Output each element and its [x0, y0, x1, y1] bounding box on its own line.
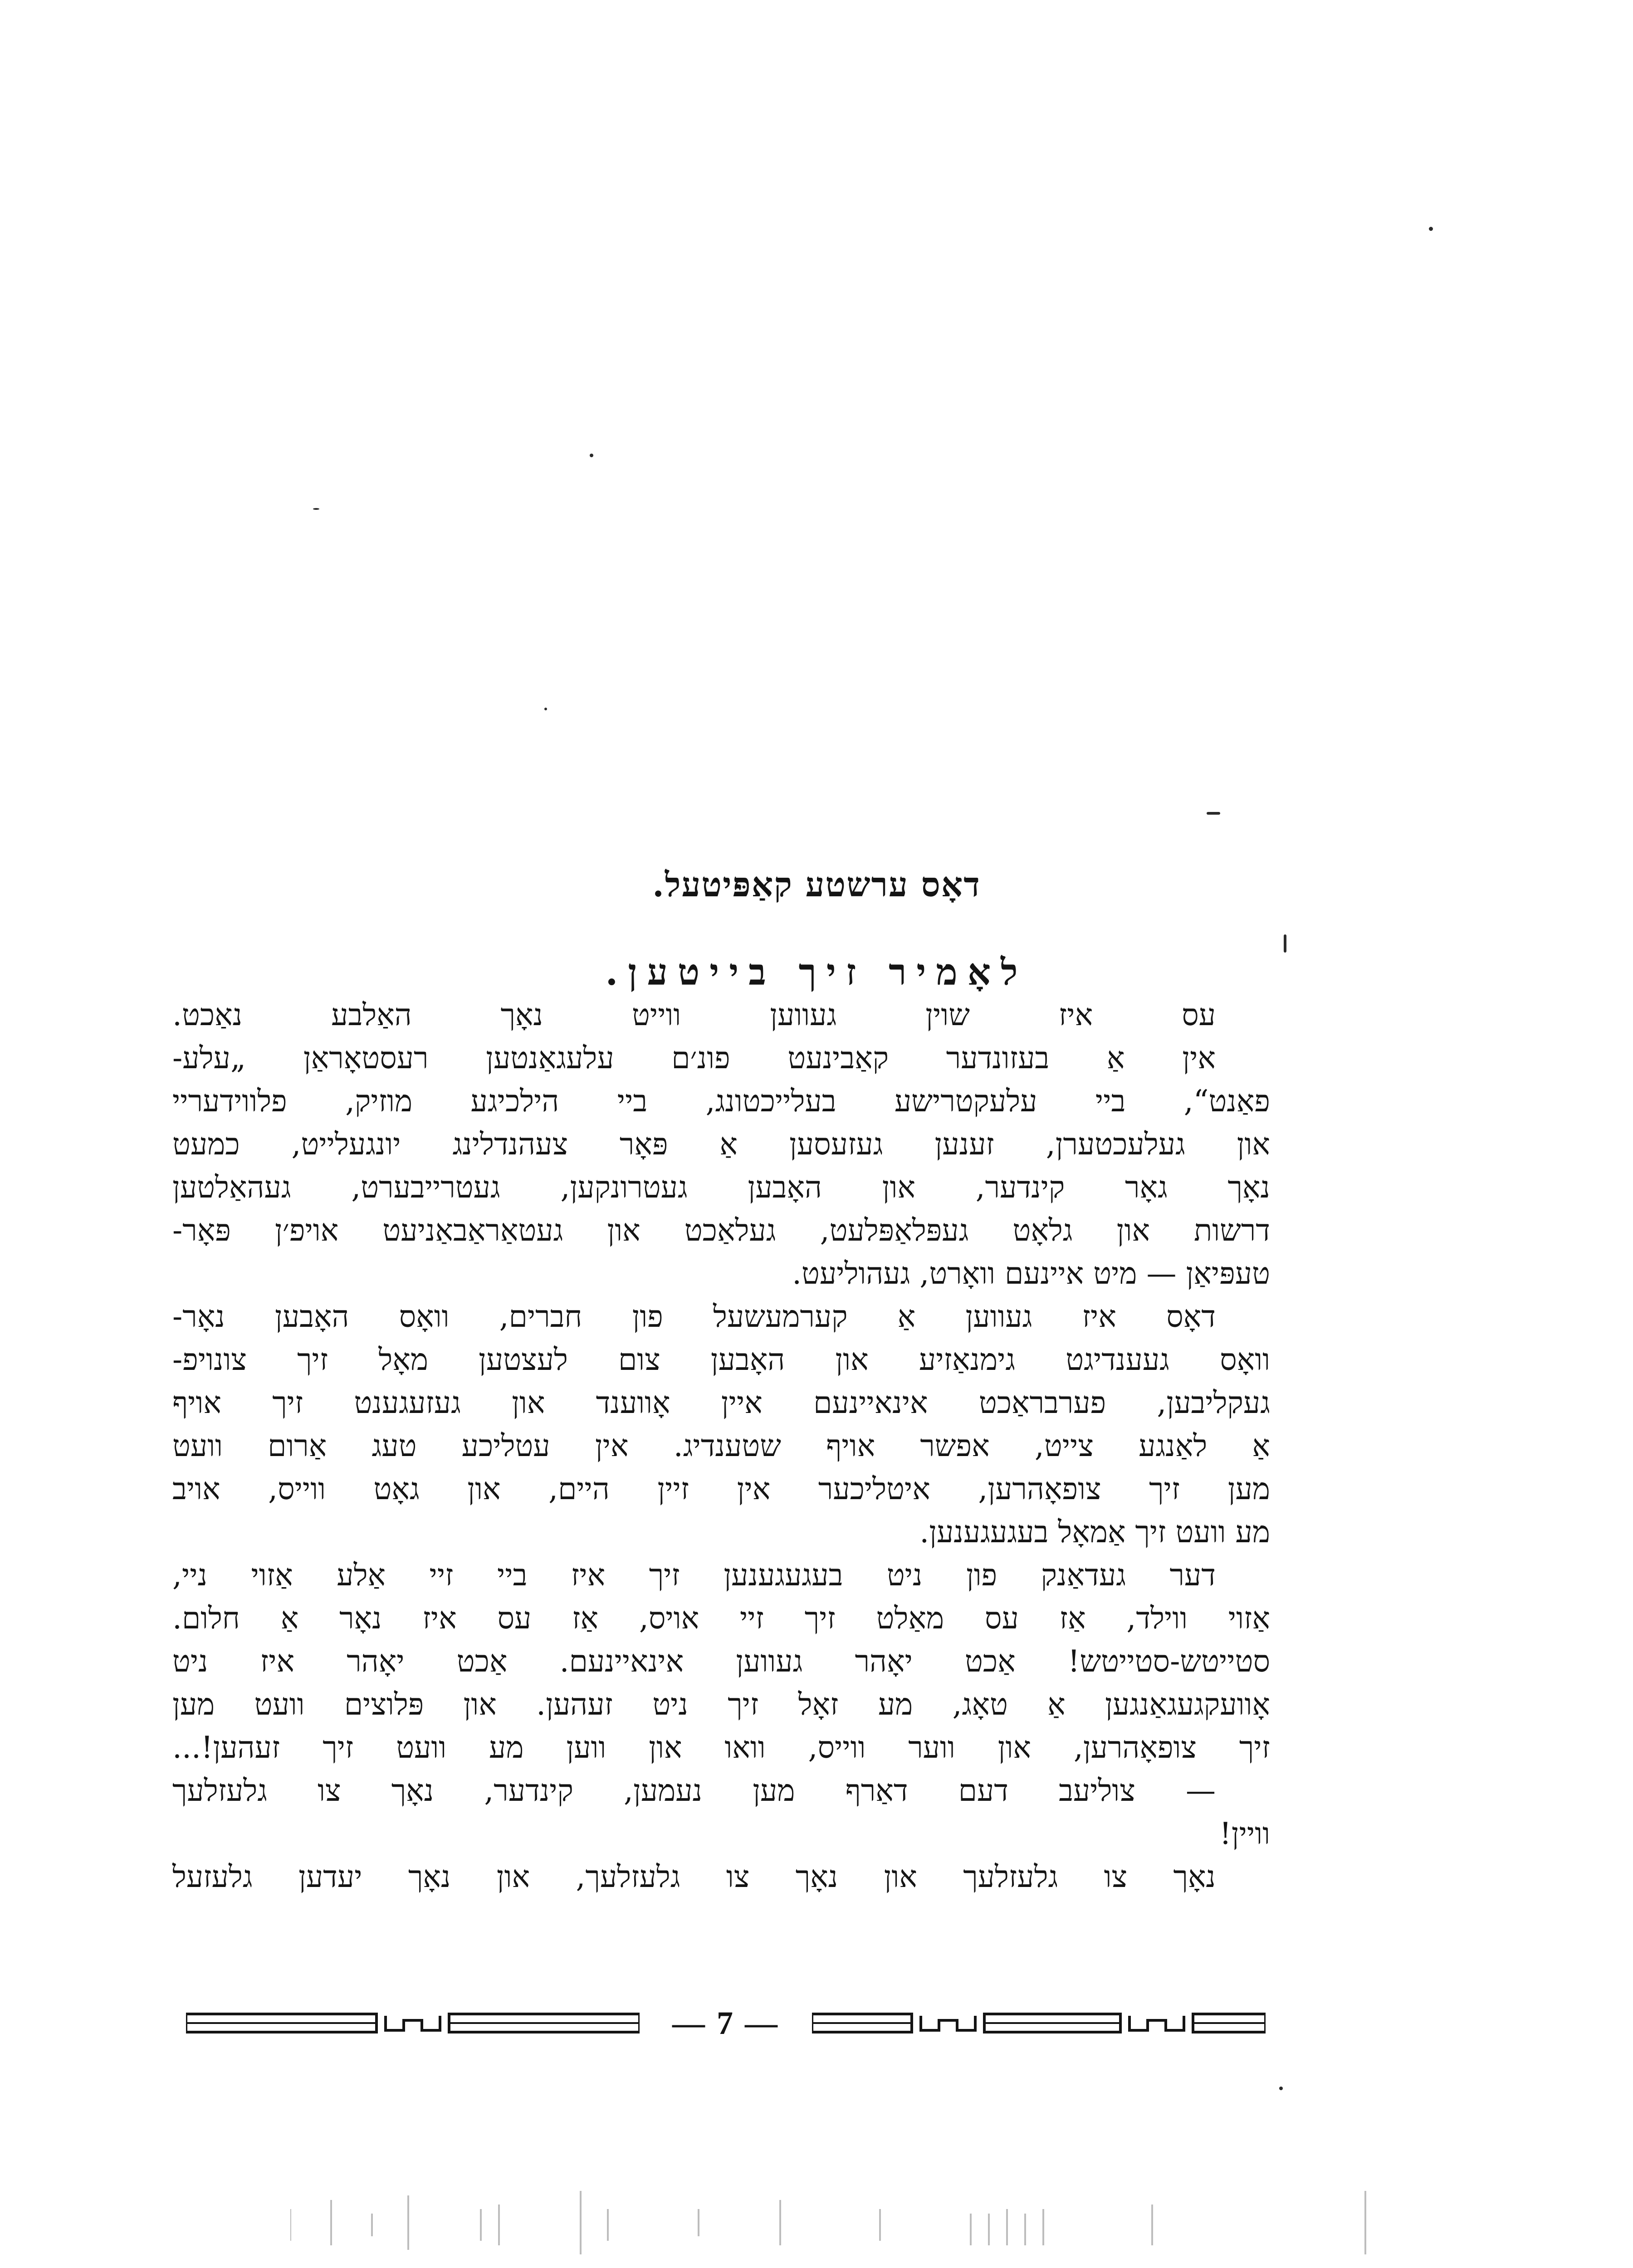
text-line: און געלעכטערן, זענען געזעסען אַ פּאָר צעהנדלינג יונגעלייט, כמעט [172, 1127, 1270, 1162]
scan-speck [1279, 2087, 1283, 2090]
page-number: — 7 — [672, 2004, 779, 2041]
ornament-left-icon [186, 2009, 640, 2037]
scan-speck [1284, 934, 1286, 953]
text-line: עס איז שוין געווען ווייט נאָך האַלבע נאַכט. [172, 997, 1216, 1032]
scan-speck [590, 454, 593, 457]
page-footer [186, 2005, 1266, 2041]
text-line: אין אַ בעזונדער קאַבינעט פונ׳ם עלעגאַנטען רעסטאָראַן „עלע- [172, 1041, 1216, 1075]
text-line: דער געדאַנק פון ניט בעגעגענען זיך איז ביי זיי אַלע אַזוי ניי, [172, 1558, 1216, 1593]
text-line: דרשות און גלאָט געפּלאַפּלעט, געלאַכט און געטאַראַבאַניעט אויפ׳ן פּאָר- [172, 1213, 1270, 1248]
text-line: זיך צופאָהרען, און ווער ווייס, וואו און ווען מע וועט זיך זעהען!... [172, 1730, 1270, 1765]
body-text [172, 993, 1270, 1898]
ornament-right-icon [812, 2009, 1266, 2037]
text-line: וואָס געענדיגט גימנאַזיע און האָבען צום לעצטען מאָל זיך צונויפ- [172, 1342, 1270, 1377]
text-line: מע וועט זיך אַמאָל בעגעגענען. [919, 1515, 1270, 1549]
scan-speck [544, 708, 547, 710]
text-line: אַזוי ווילד, אַז עס מאַלט זיך זיי אויס, אַז עס איז נאָר אַ חלום. [172, 1601, 1271, 1636]
text-line: נאָך צו גלעזלעך און נאָך צו גלעזלעך, און נאָך יעדען גלעזעל [172, 1859, 1216, 1894]
text-line: געקליבען, פערבראַכט אינאיינעם איין אָווענד און געזעגענט זיך אויף [172, 1385, 1270, 1420]
text-line: וויין! [1219, 1816, 1270, 1851]
text-line: אָוועקגעגאַנגען אַ טאָג, מע זאָל זיך ניט זעהען. און פּלוצים וועט מען [172, 1687, 1270, 1722]
text-line: אַ לאַנגע צייט, אפשר אויף שטענדיג. אין עטליכע טעג אַרום וועט [172, 1428, 1270, 1463]
text-line: דאָס איז געווען אַ קערמעשעל פון חברים, וואָס האָבען נאָר- [172, 1299, 1216, 1334]
text-line: פאַנט“, ביי עלעקטרישע בעלייכטונג, ביי הילכיגע מוזיק, פלווידעריי [172, 1084, 1270, 1119]
scan-speck [1207, 812, 1220, 815]
chapter-title: דאָס ערשטע קאַפּיטעל. [652, 865, 981, 904]
text-line: נאָך גאָר קינדער, און האָבען געטרונקען, געטרייבערט, געהאַלטען [172, 1170, 1270, 1205]
chapter-subtitle: לאָמיר זיך בייטען. [605, 951, 1028, 994]
bleed-through-marks [290, 2182, 1370, 2263]
scan-speck [1429, 227, 1433, 231]
scan-speck [313, 508, 319, 510]
text-line: טעפּיאַן — מיט איינעם וואָרט, געהוליעט. [792, 1256, 1270, 1291]
text-line: סטייטש-סטייטש! אַכט יאָהר געווען אינאיינעם. אַכט יאָהר איז ניט [172, 1644, 1270, 1679]
text-line: מען זיך צופאָהרען, איטליכער אין זיין היים, און גאָט ווייס, אויב [172, 1471, 1270, 1506]
text-line: — צוליעב דעם דאַרף מען נעמען, קינדער, נאָך צו גלעזלעך [172, 1773, 1216, 1808]
